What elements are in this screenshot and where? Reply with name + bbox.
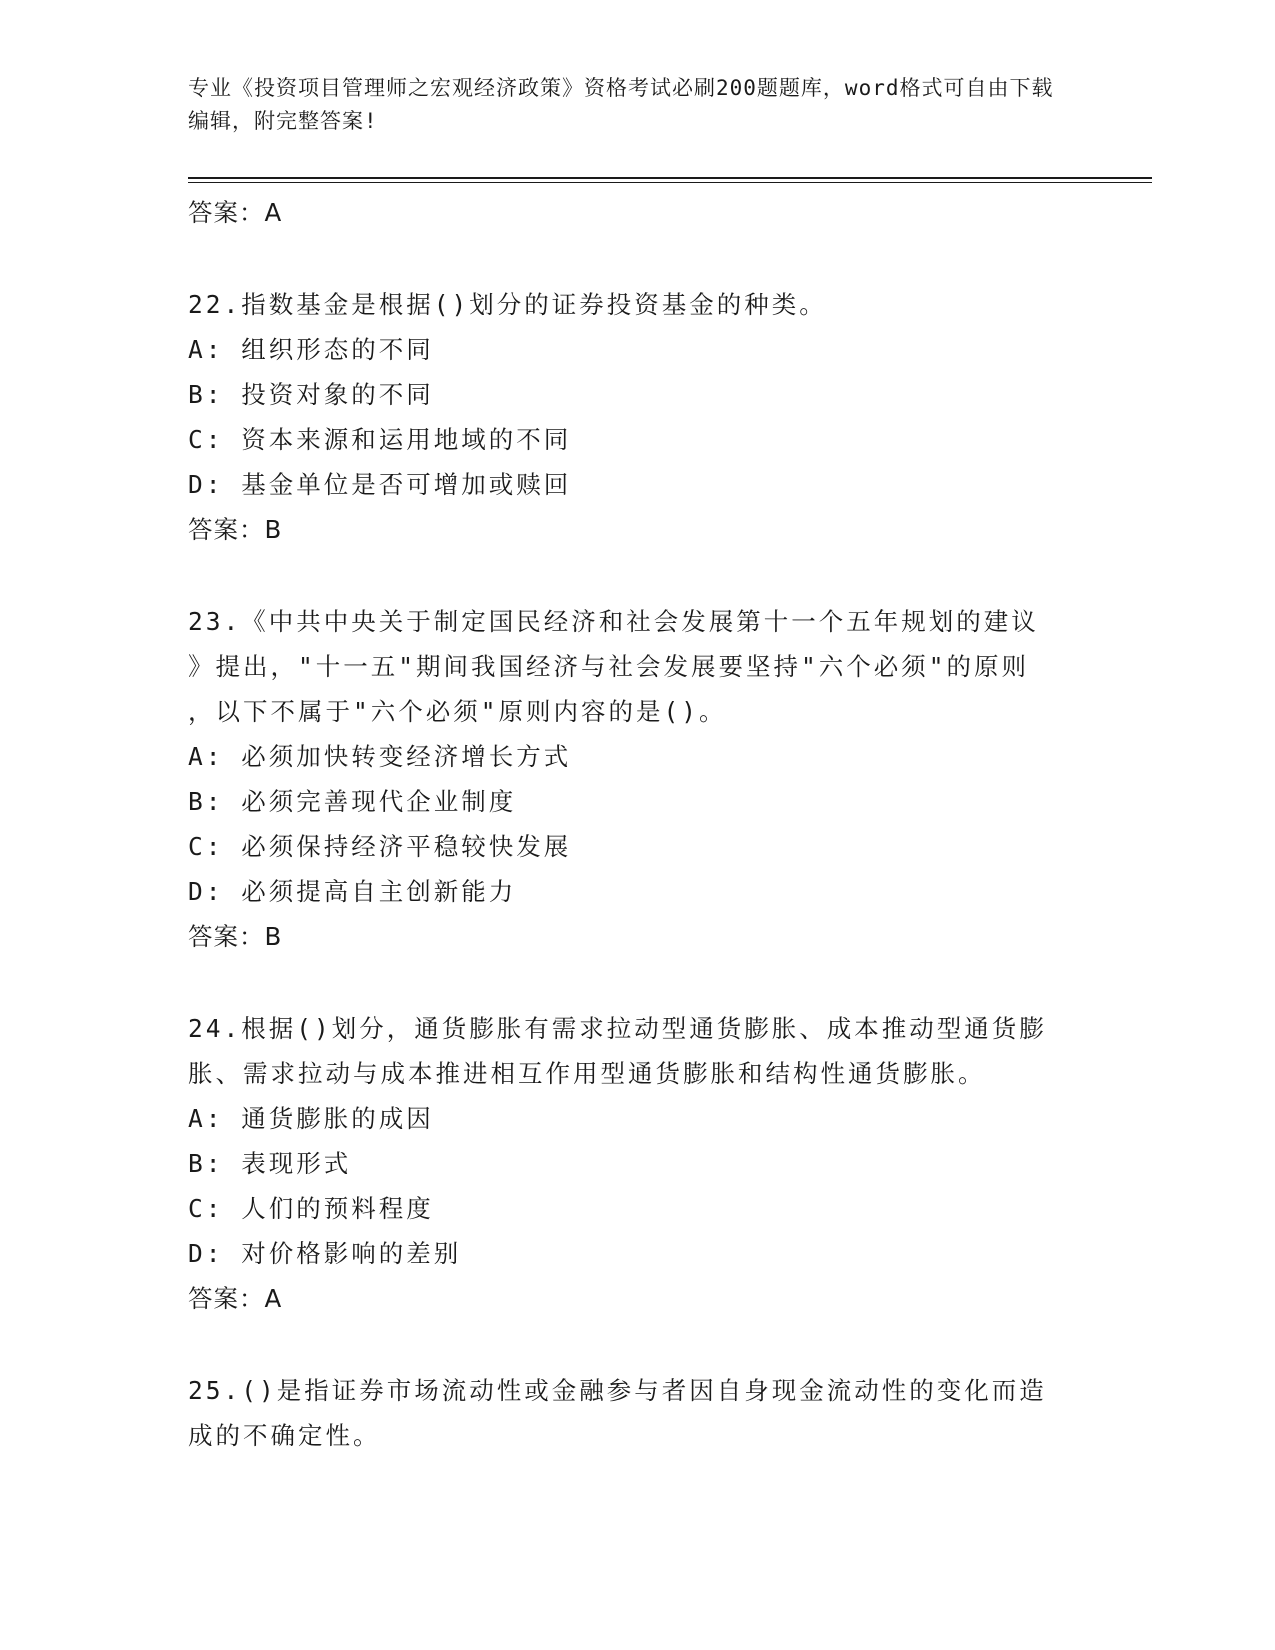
question-stem-line-2: 胀、需求拉动与成本推进相互作用型通货膨胀和结构性通货膨胀。: [188, 1059, 986, 1088]
question-stem-line-1: 25.()是指证券市场流动性或金融参与者因自身现金流动性的变化而造: [188, 1376, 1047, 1405]
answer-line: 答案：B: [188, 922, 283, 951]
option-a: A: 通货膨胀的成因: [188, 1104, 434, 1133]
option-c: C: 资本来源和运用地域的不同: [188, 425, 572, 454]
question-22: [188, 282, 1088, 552]
question-stem: 22.指数基金是根据()划分的证券投资基金的种类。: [188, 290, 827, 319]
answer-line: 答案：A: [188, 198, 283, 227]
option-a: A: 必须加快转变经济增长方式: [188, 742, 572, 771]
question-25: [188, 1368, 1088, 1458]
question-list: [188, 190, 1088, 1458]
question-stem-line-2: 成的不确定性。: [188, 1421, 381, 1450]
question-stem-line-1: 24.根据()划分，通货膨胀有需求拉动型通货膨胀、成本推动型通货膨: [188, 1014, 1047, 1043]
header-divider-thick: [188, 177, 1152, 179]
question-23: [188, 599, 1088, 959]
option-c: C: 必须保持经济平稳较快发展: [188, 832, 572, 861]
answer-line: 答案：A: [188, 1284, 283, 1313]
answer-line: 答案：B: [188, 515, 283, 544]
document-header: 专业《投资项目管理师之宏观经济政策》资格考试必刷200题题库，word格式可自由下载编辑，附完整答案!: [188, 76, 1054, 133]
question-stem-line-2: 》提出，"十一五"期间我国经济与社会发展要坚持"六个必须"的原则: [188, 652, 1029, 681]
option-d: D: 对价格影响的差别: [188, 1239, 462, 1268]
option-d: D: 必须提高自主创新能力: [188, 877, 517, 906]
question-stem-line-3: ，以下不属于"六个必须"原则内容的是()。: [188, 697, 727, 726]
header-divider-thin: [188, 182, 1152, 183]
spacer: [188, 552, 1088, 599]
option-b: B: 投资对象的不同: [188, 380, 434, 409]
option-c: C: 人们的预料程度: [188, 1194, 434, 1223]
question-24: [188, 1006, 1088, 1321]
question-stem-line-1: 23.《中共中央关于制定国民经济和社会发展第十一个五年规划的建议: [188, 607, 1039, 636]
spacer: [188, 235, 1088, 282]
option-d: D: 基金单位是否可增加或赎回: [188, 470, 572, 499]
option-b: B: 表现形式: [188, 1149, 352, 1178]
spacer: [188, 1321, 1088, 1368]
spacer: [188, 959, 1088, 1006]
option-b: B: 必须完善现代企业制度: [188, 787, 517, 816]
option-a: A: 组织形态的不同: [188, 335, 434, 364]
